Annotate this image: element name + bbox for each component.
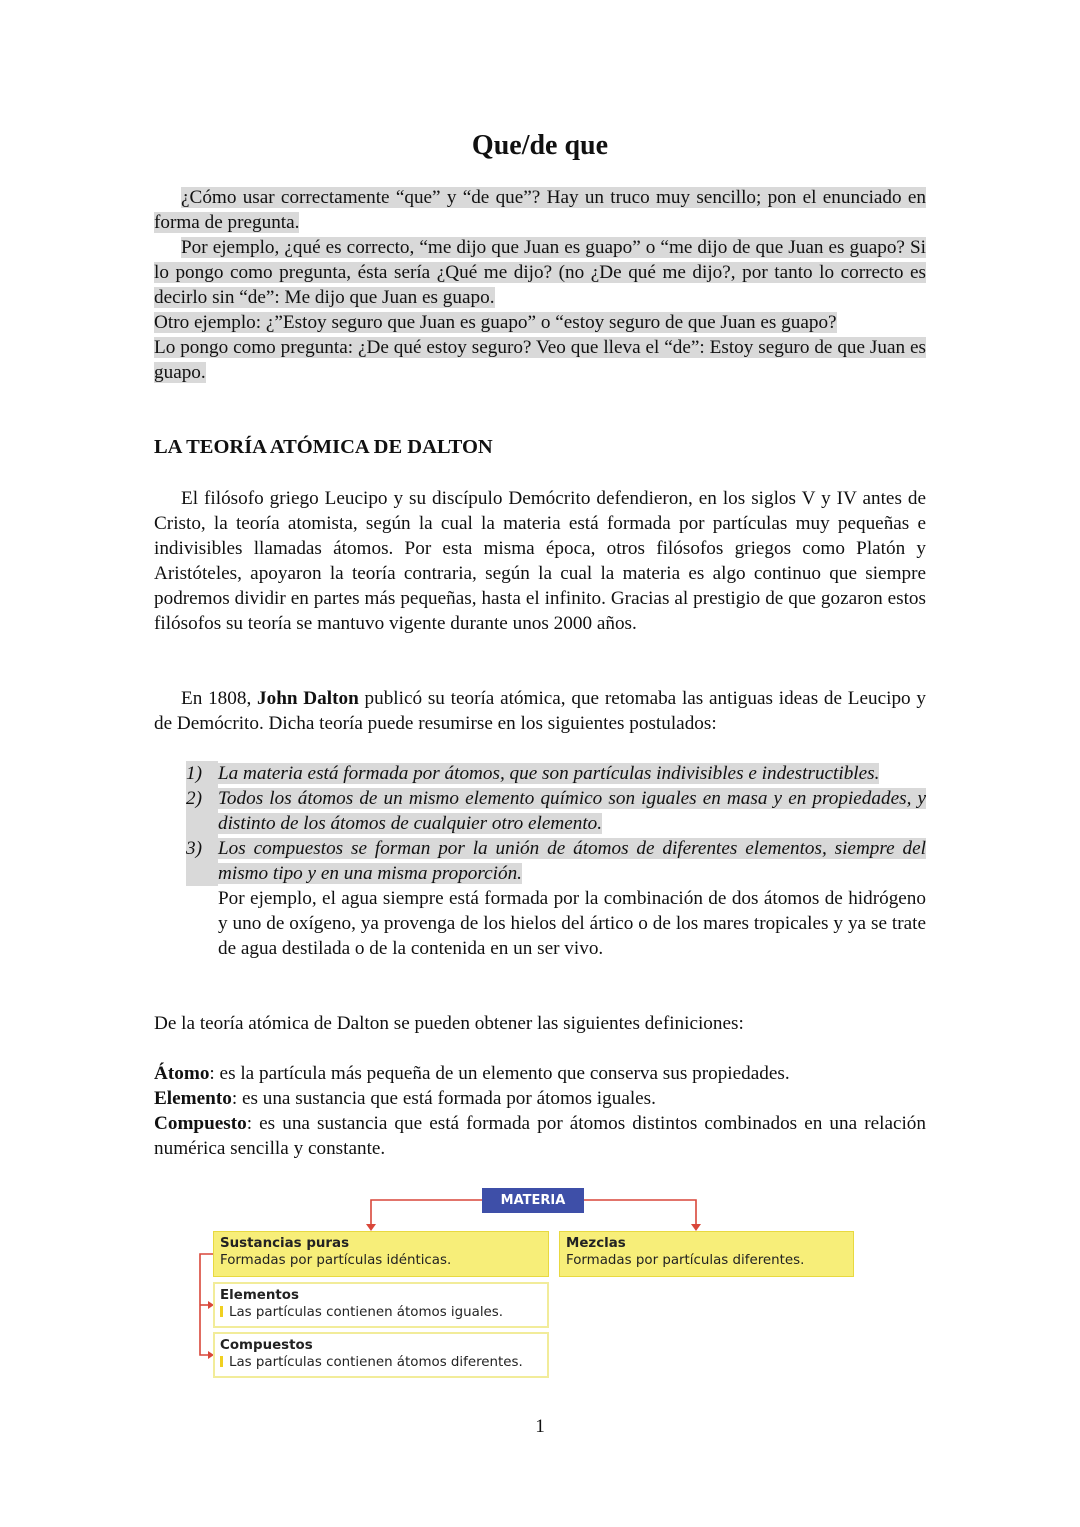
pure-substances-desc: Formadas por partículas idénticas. — [220, 1253, 452, 1268]
arrow-to-mix — [584, 1200, 696, 1228]
definitions-list — [154, 1061, 926, 1161]
definitions-intro: De la teoría atómica de Dalton se pueden obtener las siguientes definiciones: — [154, 1013, 744, 1034]
list-item: 3) Los compuestos se forman por la unión de átomos de diferentes elementos, siempre del mismo tipo y en una misma proporción. — [186, 838, 926, 884]
bullet-bar-icon — [220, 1356, 223, 1367]
mixtures-box — [559, 1231, 854, 1277]
compounds-box — [213, 1332, 549, 1378]
intro-paragraph-3: Otro ejemplo: ¿”Estoy seguro que Juan es guapo” o “estoy seguro de que Juan es guapo? — [154, 312, 837, 333]
history-paragraph: El filósofo griego Leucipo y su discípulo Demócrito defendieron, en los siglos V y IV antes de Cristo, la teoría atomista, según la cual la materia está formada por partículas muy pequeñas e indivisibles llamadas átomos. Por esta misma época, otros filósofos griegos como Platón y Aristóteles, apoyaron la teoría contraria, según la cual la materia es algo continuo que siempre podremos dividir en partes más pequeñas, hasta el infinito. Gracias al prestigio de que gozaron estos filósofos su teoría se mantuvo vigente durante unos 2000 años. — [154, 488, 926, 634]
bracket-pure — [200, 1254, 213, 1355]
postulate-2: Todos los átomos de un mismo elemento químico son iguales en masa y en propiedades, y distinto de los átomos de cualquier otro elemento. — [218, 788, 926, 834]
intro-block — [154, 185, 926, 385]
definition-compuesto: Compuesto: es una sustancia que está formada por átomos distintos combinados en una relación numérica sencilla y constante. — [154, 1113, 926, 1159]
water-example: Por ejemplo, el agua siempre está formada por la combinación de dos átomos de hidrógeno y uno de oxígeno, ya provenga de los hielos del ártico o de los mares tropicales y ya se trate de agua destilada o de la contenida en un ser vivo. — [218, 888, 926, 959]
page-number: 1 — [535, 1416, 545, 1437]
dalton-name: John Dalton — [257, 688, 359, 709]
list-item: 1) La materia está formada por átomos, que son partículas indivisibles e indestructibles. — [186, 763, 880, 784]
intro-paragraph-1: ¿Cómo usar correctamente “que” y “de que”? Hay un truco muy sencillo; pon el enunciado en forma de pregunta. — [154, 187, 926, 233]
elements-box — [213, 1282, 549, 1328]
postulate-3: Los compuestos se forman por la unión de átomos de diferentes elementos, siempre del mismo tipo y en una misma proporción. — [218, 838, 926, 884]
materia-root-box: MATERIA — [482, 1188, 584, 1213]
elements-desc: Las partículas contienen átomos iguales. — [229, 1305, 504, 1320]
definition-elemento: Elemento: es una sustancia que está formada por átomos iguales. — [154, 1088, 656, 1109]
dalton-paragraph: En 1808, John Dalton publicó su teoría atómica, que retomaba las antiguas ideas de Leucipo y de Demócrito. Dicha teoría puede resumirse en los siguientes postulados: — [154, 688, 927, 734]
postulate-1: La materia está formada por átomos, que son partículas indivisibles e indestructibles. — [218, 763, 880, 784]
arrow-to-pure — [371, 1200, 482, 1228]
elements-title: Elementos — [220, 1288, 299, 1303]
section-heading: LA TEORÍA ATÓMICA DE DALTON — [154, 436, 493, 458]
bullet-bar-icon — [220, 1306, 223, 1317]
list-item: 2) Todos los átomos de un mismo elemento químico son iguales en masa y en propiedades, y distinto de los átomos de cualquier otro elemento. — [186, 788, 926, 834]
mixtures-title: Mezclas — [566, 1236, 626, 1251]
definition-atomo: Átomo: es la partícula más pequeña de un elemento que conserva sus propiedades. — [154, 1063, 790, 1084]
mixtures-desc: Formadas por partículas diferentes. — [566, 1253, 805, 1268]
intro-paragraph-2: Por ejemplo, ¿qué es correcto, “me dijo que Juan es guapo” o “me dijo de que Juan es guapo? Si lo pongo como pregunta, ésta sería ¿Qué me dijo? (no ¿De qué me dijo?, por tanto lo correcto es decirlo sin “de”: Me dijo que Juan es guapo. — [154, 237, 926, 308]
pure-substances-box — [213, 1231, 549, 1277]
compounds-title: Compuestos — [220, 1338, 313, 1353]
pure-substances-title: Sustancias puras — [220, 1236, 350, 1251]
page-title: Que/de que — [471, 130, 609, 161]
compounds-desc: Las partículas contienen átomos diferentes. — [229, 1355, 523, 1370]
postulates-list — [186, 761, 926, 961]
intro-paragraph-4: Lo pongo como pregunta: ¿De qué estoy seguro? Veo que lleva el “de”: Estoy seguro de que Juan es guapo. — [154, 337, 926, 383]
